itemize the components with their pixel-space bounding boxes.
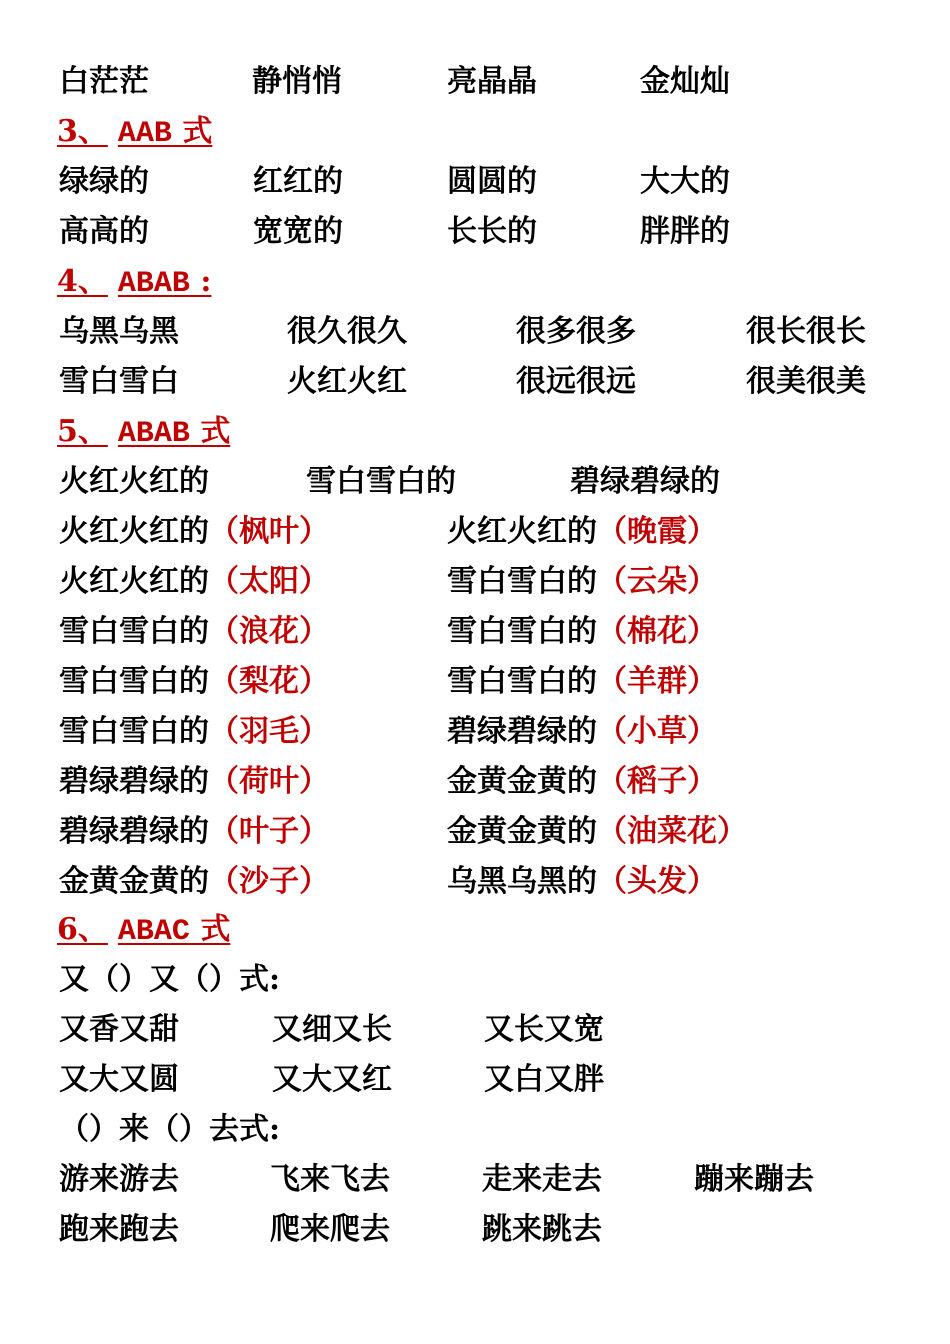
pair-row [0, 657, 950, 707]
section-code: ABAB [117, 417, 190, 451]
adjective: 雪白雪白的 [447, 564, 597, 599]
word: 很远很远 [516, 364, 636, 399]
noun: （油菜花） [597, 814, 747, 849]
section-6-heading [57, 905, 230, 955]
adjective: 金黄金黄的 [447, 764, 597, 799]
word: 又香又甜 [59, 1012, 179, 1047]
word: 跳来跳去 [482, 1212, 602, 1247]
word: 很美很美 [746, 364, 866, 399]
pair-item [59, 557, 329, 607]
section-number: 5、 [57, 414, 108, 449]
adjective: 火红火红的 [59, 514, 209, 549]
adjective: 雪白雪白的 [447, 614, 597, 649]
noun: （羽毛） [209, 714, 329, 749]
word: 又细又长 [272, 1012, 392, 1047]
section-3-heading [57, 107, 212, 157]
word: 爬来爬去 [270, 1212, 390, 1247]
pair-item [447, 707, 717, 757]
pattern-label: （）来（）去式: [59, 1112, 281, 1147]
pair-item [59, 857, 329, 907]
section-4-heading [57, 257, 211, 307]
word: 亮晶晶 [447, 64, 537, 99]
word: 高高的 [59, 214, 149, 249]
word-row [0, 357, 950, 407]
section-number: 6、 [57, 912, 108, 947]
pair-item [59, 757, 329, 807]
adjective: 火红火红的 [59, 564, 209, 599]
adjective: 雪白雪白的 [59, 614, 209, 649]
word: 雪白雪白 [59, 364, 179, 399]
word: 胖胖的 [640, 214, 730, 249]
word: 圆圆的 [447, 164, 537, 199]
pair-item [447, 507, 717, 557]
section-suffix: 式 [189, 912, 231, 947]
word: 碧绿碧绿的 [570, 464, 720, 499]
noun: （稻子） [597, 764, 717, 799]
word-row [0, 157, 950, 207]
pair-row [0, 807, 950, 857]
pair-item [59, 507, 329, 557]
noun: （梨花） [209, 664, 329, 699]
adjective: 雪白雪白的 [59, 714, 209, 749]
word: 又白又胖 [484, 1062, 604, 1097]
section-suffix: : [189, 264, 212, 299]
adjective: 碧绿碧绿的 [447, 714, 597, 749]
pair-item [447, 557, 717, 607]
word: 飞来飞去 [270, 1162, 390, 1197]
word: 又大又红 [272, 1062, 392, 1097]
section-number: 4、 [57, 264, 108, 299]
noun: （羊群） [597, 664, 717, 699]
word: 宽宽的 [253, 214, 343, 249]
pair-row [0, 607, 950, 657]
word-row [0, 1005, 950, 1055]
word: 很多很多 [516, 314, 636, 349]
word: 蹦来蹦去 [694, 1162, 814, 1197]
noun: （头发） [597, 864, 717, 899]
word: 火红火红 [287, 364, 407, 399]
word-row [0, 1155, 950, 1205]
pair-item [59, 707, 329, 757]
pair-item [59, 657, 329, 707]
adjective: 雪白雪白的 [447, 664, 597, 699]
section-code: AAB [117, 117, 172, 151]
top-word-row [0, 57, 950, 107]
noun: （沙子） [209, 864, 329, 899]
noun: （云朵） [597, 564, 717, 599]
section-suffix: 式 [171, 114, 213, 149]
noun: （小草） [597, 714, 717, 749]
word: 很长很长 [746, 314, 866, 349]
pattern-label: 又（）又（）式: [59, 962, 281, 997]
section-code: ABAB [117, 267, 190, 301]
word: 跑来跑去 [59, 1212, 179, 1247]
word: 绿绿的 [59, 164, 149, 199]
adjective: 乌黑乌黑的 [447, 864, 597, 899]
adjective: 碧绿碧绿的 [59, 814, 209, 849]
pair-row [0, 857, 950, 907]
pair-row [0, 757, 950, 807]
word-row [0, 1205, 950, 1255]
adjective: 金黄金黄的 [59, 864, 209, 899]
noun: （晚霞） [597, 514, 717, 549]
word: 长长的 [447, 214, 537, 249]
adjective: 碧绿碧绿的 [59, 764, 209, 799]
word-row [0, 457, 950, 507]
word: 又长又宽 [484, 1012, 604, 1047]
word-row [0, 1055, 950, 1105]
adjective: 金黄金黄的 [447, 814, 597, 849]
pair-row [0, 707, 950, 757]
word: 大大的 [640, 164, 730, 199]
word-row [0, 207, 950, 257]
noun: （荷叶） [209, 764, 329, 799]
pair-item [59, 807, 329, 857]
word: 白茫茫 [59, 64, 149, 99]
pair-item [447, 757, 717, 807]
pair-item [59, 607, 329, 657]
word: 静悄悄 [252, 64, 342, 99]
adjective: 火红火红的 [447, 514, 597, 549]
pair-row [0, 557, 950, 607]
word: 火红火红的 [59, 464, 209, 499]
section-number: 3、 [57, 114, 108, 149]
section-suffix: 式 [189, 414, 231, 449]
word-row [0, 307, 950, 357]
word: 走来走去 [482, 1162, 602, 1197]
noun: （太阳） [209, 564, 329, 599]
pair-item [447, 657, 717, 707]
word: 很久很久 [287, 314, 407, 349]
word: 金灿灿 [640, 64, 730, 99]
word: 又大又圆 [59, 1062, 179, 1097]
word: 游来游去 [59, 1162, 179, 1197]
noun: （浪花） [209, 614, 329, 649]
word: 红红的 [253, 164, 343, 199]
section-5-heading [57, 407, 230, 457]
noun: （棉花） [597, 614, 717, 649]
pair-item [447, 857, 717, 907]
pair-row [0, 507, 950, 557]
pair-item [447, 807, 747, 857]
section-code: ABAC [117, 915, 190, 949]
word: 乌黑乌黑 [59, 314, 179, 349]
word: 雪白雪白的 [306, 464, 456, 499]
noun: （枫叶） [209, 514, 329, 549]
adjective: 雪白雪白的 [59, 664, 209, 699]
pair-item [447, 607, 717, 657]
noun: （叶子） [209, 814, 329, 849]
